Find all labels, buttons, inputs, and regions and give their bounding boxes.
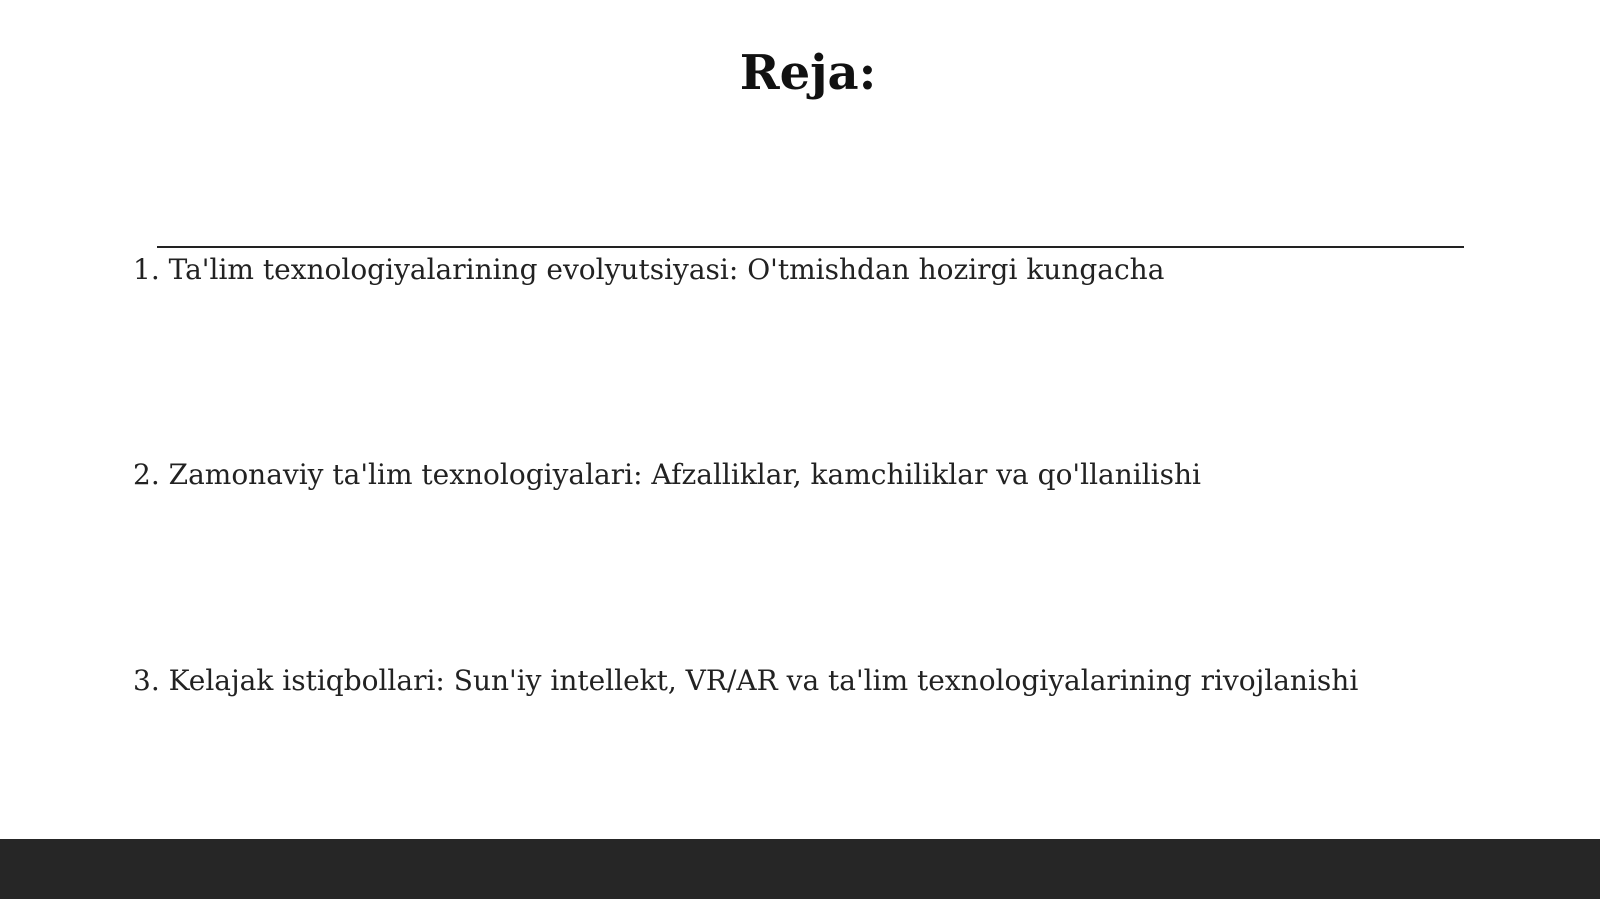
divider-line: [157, 246, 1464, 248]
slide-title: Reja:: [739, 45, 877, 101]
plan-item-1: 1. Ta'lim texnologiyalarining evolyutsiyasi: O'tmishdan hozirgi kungacha: [133, 253, 1165, 286]
plan-item-3: 3. Kelajak istiqbollari: Sun'iy intellekt, VR/AR va ta'lim texnologiyalarining rivojlanishi: [133, 664, 1359, 697]
footer-bar: [0, 839, 1600, 899]
plan-item-2: 2. Zamonaviy ta'lim texnologiyalari: Afzalliklar, kamchiliklar va qo'llanilishi: [133, 458, 1201, 491]
